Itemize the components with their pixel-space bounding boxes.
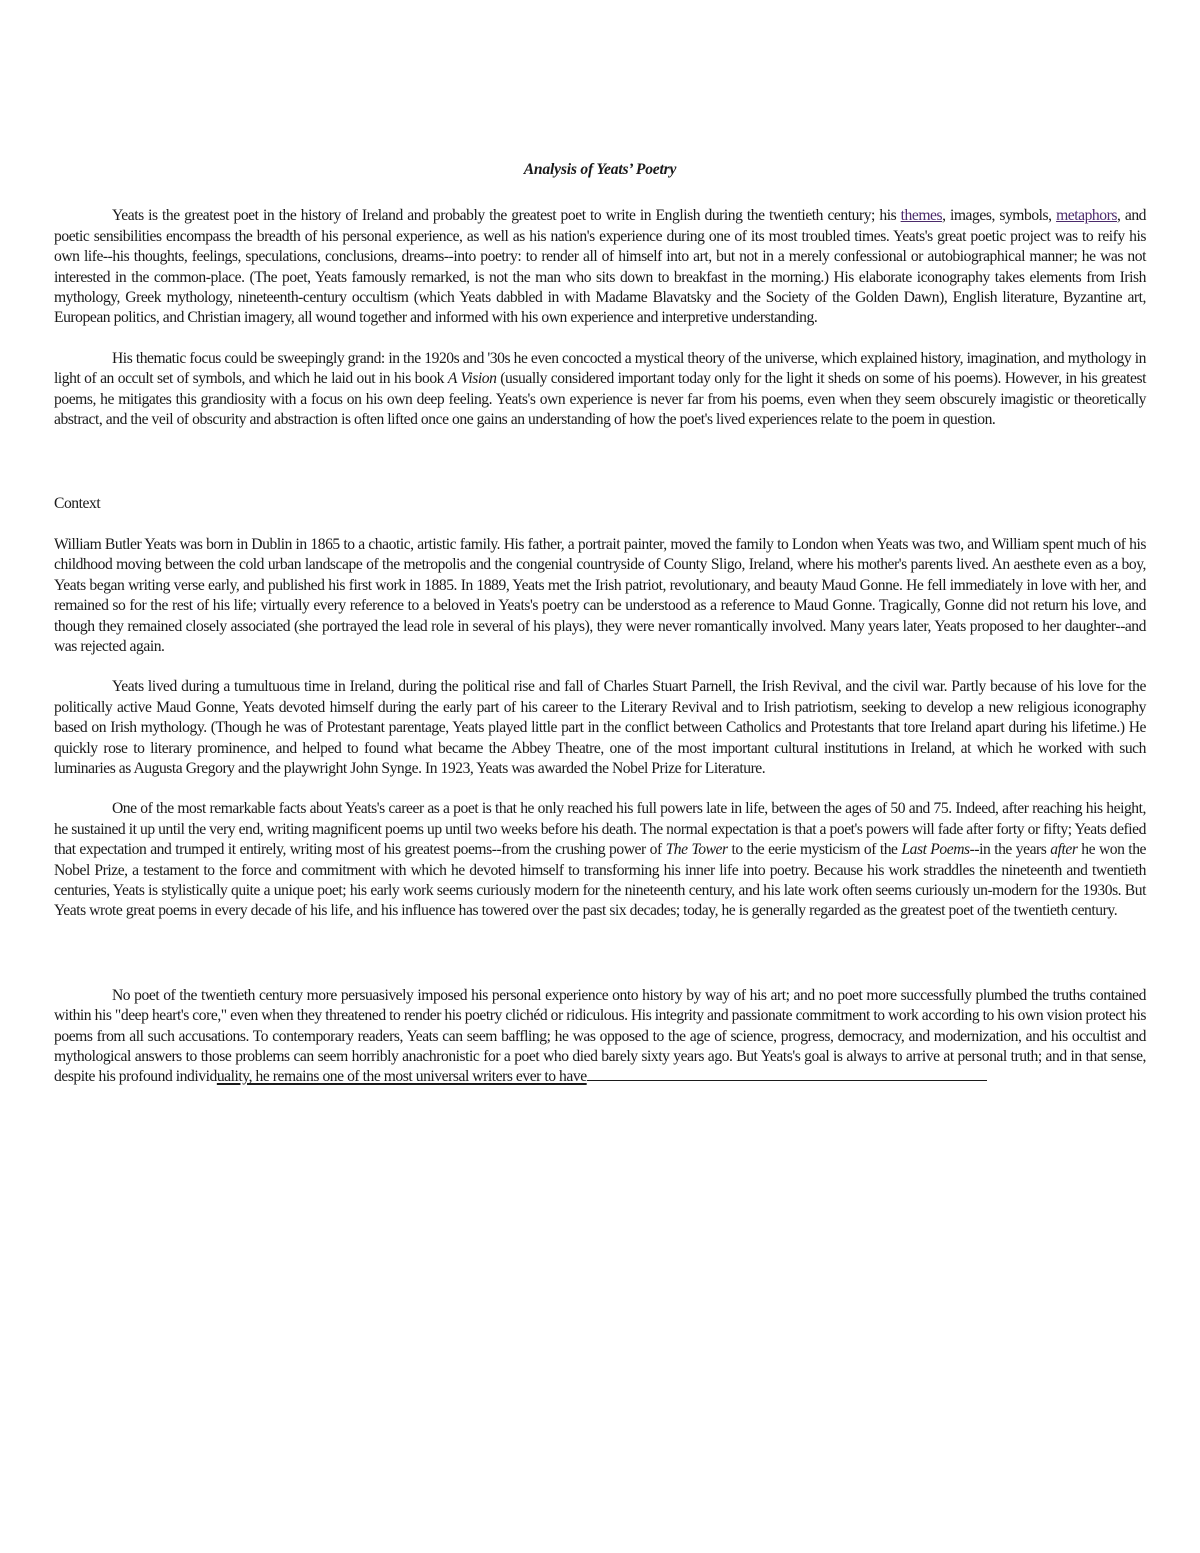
spacer bbox=[54, 515, 1146, 535]
intro-p1-text-a: Yeats is the greatest poet in the history of Ireland and probably the greatest poet to write in English during the twentieth century; his bbox=[112, 207, 901, 225]
context-paragraph-2: Yeats lived during a tumultuous time in Ireland, during the political rise and fall of Charles Stuart Parnell, the Irish Revival, and the civil war. Partly because of his love for the politically active Maud Gonne, Yeats devoted himself during the early part of his career to the Literary Revival and to Irish patriotism, seeking to develop a new religious iconography based on Irish mythology. (Though he was of Protestant parentage, Yeats played little part in the conflict between Catholics and Protestants that tore Ireland apart during his lifetime.) He quickly rose to literary prominence, and helped to found what became the Abbey Theatre, one of the most important cultural institutions in Ireland, at which he worked with such luminaries as Augusta Gregory and the playwright John Synge. In 1923, Yeats was awarded the Nobel Prize for Literature. bbox=[54, 678, 1146, 777]
underlined-tail-text: uality, he remains one of the most universal writers ever to have bbox=[216, 1068, 587, 1086]
context-p6-text-a: No poet of the twentieth century more persuasively imposed his personal experience onto history by way of his art; and no poet more successfully plumbed the truths contained within his "deep heart's core," even when they threatened to render his poetry clichéd or ridiculous. His integrity and passionate commitment to work according to his own vision protect his poems from all such accusations. To contemporary readers, Yeats can seem baffling; he was opposed to the age of science, progress, democracy, and modernization, and his occultist and mythological answers to those problems can seem horribly anachronistic for a poet who died barely sixty years ago. But Yeats's goal is always to arrive at personal truth; and in that sense, despite his profound individ bbox=[54, 986, 1146, 1086]
last-poems-title: Last Poems bbox=[901, 841, 970, 859]
document-page bbox=[54, 160, 1146, 1088]
spacer bbox=[54, 922, 1146, 986]
themes-link[interactable]: themes bbox=[900, 207, 943, 225]
intro-p2-text-b: (usually considered important today only for the light it sheds on some of his poems). However, in his greatest poems, he mitigates this grandiosity with a focus on his own deep feeling. Yeats's own experience is never far from his poems, even when they seem obscurely imagistic or theoretically abstract, and the veil of obscurity and abstraction is often lifted once one gains an understanding of how the poet's lived experiences relate to the poem in question. bbox=[54, 370, 1146, 429]
after-emphasis: after bbox=[1050, 841, 1078, 859]
intro-p1-text-b: , images, symbols, bbox=[942, 207, 1057, 225]
context-p5-text-b: to the eerie mysticism of the bbox=[727, 841, 902, 859]
intro-p2-text-a: His thematic focus could be sweepingly grand: in the 1920s and '30s he even concocted a mystical theory of the universe, which explained history, imagination, and mythology in light of an occult set of symbols, and which he laid out in his book bbox=[54, 349, 1146, 388]
document-title: Analysis of Yeats’ Poetry bbox=[523, 161, 677, 178]
a-vision-title: A Vision bbox=[447, 370, 497, 388]
metaphors-link[interactable]: metaphors bbox=[1056, 207, 1117, 225]
spacer bbox=[54, 657, 1146, 677]
the-tower-title: The Tower bbox=[665, 841, 728, 859]
context-heading: Context bbox=[54, 495, 101, 513]
context-paragraph-4 bbox=[54, 986, 1146, 1088]
spacer bbox=[54, 430, 1146, 494]
underline-rule bbox=[587, 1079, 987, 1081]
context-p5-text-c: --in the years bbox=[969, 841, 1051, 859]
spacer bbox=[54, 329, 1146, 349]
intro-paragraph-2 bbox=[54, 349, 1146, 431]
context-paragraph-1: William Butler Yeats was born in Dublin in 1865 to a chaotic, artistic family. His father, a portrait painter, moved the family to London when Yeats was two, and William spent much of his childhood moving between the cold urban landscape of the metropolis and the congenial countryside of County Sligo, Ireland, where his mother's parents lived. An aesthete even as a boy, Yeats began writing verse early, and published his first work in 1885. In 1889, Yeats met the Irish patriot, revolutionary, and beauty Maud Gonne. He fell immediately in love with her, and remained so for the rest of his life; virtually every reference to a beloved in Yeats's poetry can be understood as a reference to Maud Gonne. Tragically, Gonne did not return his love, and though they remained closely associated (she portrayed the lead role in several of his plays), they were never romantically involved. Many years later, Yeats proposed to her daughter--and was rejected again. bbox=[54, 535, 1146, 655]
spacer bbox=[54, 779, 1146, 799]
intro-paragraph-1 bbox=[54, 206, 1146, 328]
context-p5-text-d: he won the Nobel Prize, a testament to the force and commitment with which he devoted himself to transforming his inner life into poetry. Because his work straddles the nineteenth and twentieth centuries, Yeats is stylistically quite a unique poet; his early work seems curiously modern for the nineteenth century, and his late work often seems curiously un-modern for the 1930s. But Yeats wrote great poems in every decade of his life, and his influence has towered over the past six decades; today, he is generally regarded as the greatest poet of the twentieth century. bbox=[54, 841, 1147, 920]
context-p5-text-a: One of the most remarkable facts about Yeats's career as a poet is that he only reached his full powers late in life, between the ages of 50 and 75. Indeed, after reaching his height, he sustained it up until the very end, writing magnificent poems up until two weeks before his death. The normal expectation is that a poet's powers will fade after forty or fifty; Yeats defied that expectation and trumped it entirely, writing most of his greatest poems--from the crushing power of bbox=[54, 800, 1146, 859]
context-paragraph-3 bbox=[54, 799, 1146, 921]
intro-p1-text-c: , and poetic sensibilities encompass the breadth of his personal experience, as well as his nation's experience during one of its most troubled times. Yeats's great poetic project was to reify his own life--his thoughts, feelings, speculations, conclusions, dreams--into poetry: to render all of himself into art, but not in a merely confessional or autobiographical manner; he was not interested in the common-place. (The poet, Yeats famously remarked, is not the man who sits down to breakfast in the morning.) His elaborate iconography takes elements from Irish mythology, Greek mythology, nineteenth-century occultism (which Yeats dabbled in with Madame Blavatsky and the Society of the Golden Dawn), English literature, Byzantine art, European politics, and Christian imagery, all wound together and informed with his own experience and interpretive understanding. bbox=[54, 207, 1147, 327]
